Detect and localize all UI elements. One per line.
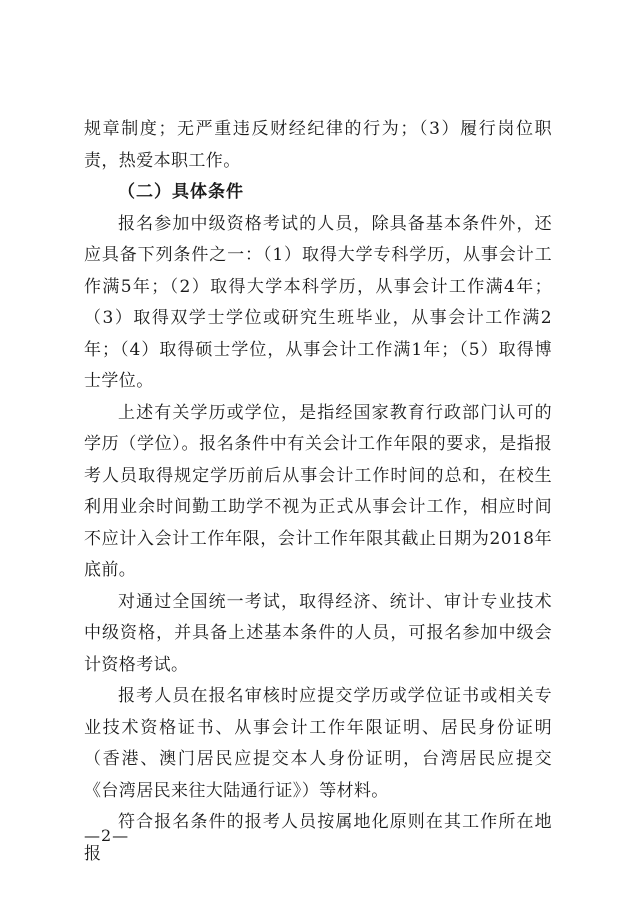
paragraph-degree-explanation: 上述有关学历或学位，是指经国家教育行政部门认可的学历（学位）。报名条件中有关会计工作年限的要求，是指报考人员取得规定学历前后从事会计工作时间的总和，在校生利用业余时间勤工助学不视为正式从事会计工作，相应时间不应计入会计工作年限，会计工作年限其截止日期为2018年底前。 (84, 402, 552, 580)
paragraph-requirements-list: 报名参加中级资格考试的人员，除具备基本条件外，还应具备下列条件之一：（1）取得大学专科学历，从事会计工作满5年；（2）取得大学本科学历，从事会计工作满4年；（3）取得双学士学位或研究生班毕业，从事会计工作满2年；（4）取得硕士学位，从事会计工作满1年；（5）取得博士学位。 (84, 213, 552, 391)
paragraph-local-registration: 符合报名条件的报考人员按属地化原则在其工作所在地报 (84, 812, 552, 864)
body-text (84, 114, 552, 870)
paragraph-national-exam: 对通过全国统一考试，取得经济、统计、审计专业技术中级资格，并具备上述基本条件的人员，可报名参加中级会计资格考试。 (84, 591, 552, 675)
page-number: —2— (84, 826, 130, 845)
paragraph-continued-conditions: 规章制度；无严重违反财经纪律的行为；（3）履行岗位职责，热爱本职工作。 (84, 119, 552, 171)
section-heading-specific-conditions: （二）具体条件 (118, 182, 244, 202)
paragraph-materials: 报考人员在报名审核时应提交学历或学位证书或相关专业技术资格证书、从事会计工作年限证明、居民身份证明（香港、澳门居民应提交本人身份证明，台湾居民应提交《台湾居民来往大陆通行证》）等材料。 (84, 686, 552, 801)
